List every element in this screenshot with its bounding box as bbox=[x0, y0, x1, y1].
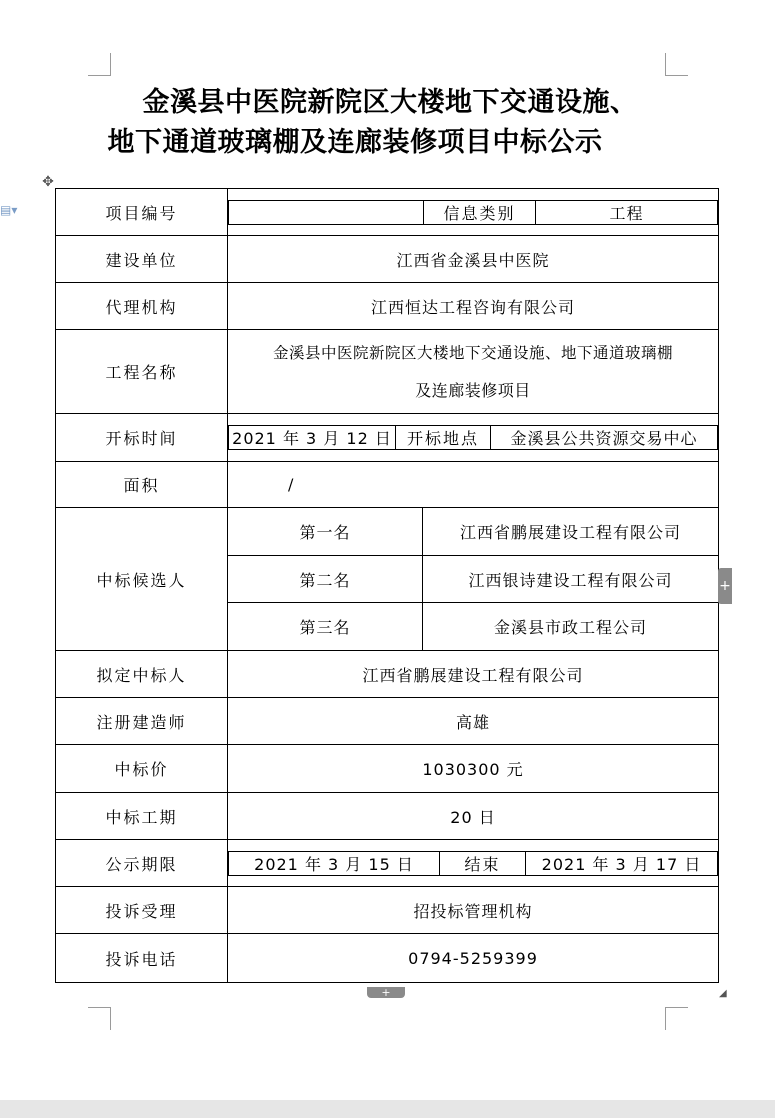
phone-value[interactable]: 0794-5259399 bbox=[228, 934, 719, 983]
complaint-value[interactable]: 招投标管理机构 bbox=[228, 887, 719, 934]
row-engineer bbox=[56, 698, 719, 745]
row-candidate-1 bbox=[56, 508, 719, 556]
builder-label: 建设单位 bbox=[56, 236, 228, 283]
bid-open-place-value[interactable]: 金溪县公共资源交易中心 bbox=[491, 426, 718, 450]
project-no-label: 项目编号 bbox=[56, 189, 228, 236]
period-label: 中标工期 bbox=[56, 793, 228, 840]
project-no-value[interactable] bbox=[229, 200, 424, 224]
candidate-1-rank: 第一名 bbox=[228, 508, 423, 556]
document-title-line-2: 地下通道玻璃棚及连廊装修项目中标公示 bbox=[107, 127, 603, 158]
candidate-3-rank: 第三名 bbox=[228, 603, 423, 651]
builder-value[interactable]: 江西省金溪县中医院 bbox=[228, 236, 719, 283]
candidates-label: 中标候选人 bbox=[56, 508, 228, 651]
area-value[interactable] bbox=[228, 462, 719, 508]
margin-corner-top-right bbox=[665, 53, 688, 76]
phone-label: 投诉电话 bbox=[56, 934, 228, 983]
area-value-text: / bbox=[288, 475, 295, 494]
candidate-2-rank: 第二名 bbox=[228, 556, 423, 603]
add-column-button[interactable] bbox=[718, 568, 732, 604]
price-label: 中标价 bbox=[56, 745, 228, 793]
complaint-label: 投诉受理 bbox=[56, 887, 228, 934]
document-title-line-1: 金溪县中医院新院区大楼地下交通设施、 bbox=[142, 87, 638, 118]
publicity-label: 公示期限 bbox=[56, 840, 228, 887]
document-side-icon[interactable]: ▤▾ bbox=[0, 203, 18, 217]
move-icon[interactable]: ✥ bbox=[42, 174, 54, 190]
agency-value[interactable]: 江西恒达工程咨询有限公司 bbox=[228, 283, 719, 330]
row-bid-open bbox=[56, 414, 719, 462]
project-name-label: 工程名称 bbox=[56, 330, 228, 414]
area-label: 面积 bbox=[56, 462, 228, 508]
row-phone bbox=[56, 934, 719, 983]
price-value[interactable]: 1030300 元 bbox=[228, 745, 719, 793]
agency-label: 代理机构 bbox=[56, 283, 228, 330]
engineer-label: 注册建造师 bbox=[56, 698, 228, 745]
period-value[interactable]: 20 日 bbox=[228, 793, 719, 840]
info-type-label: 信息类别 bbox=[424, 200, 536, 224]
bid-open-time-label: 开标时间 bbox=[56, 414, 228, 462]
bid-notice-table bbox=[55, 188, 719, 983]
row-winner bbox=[56, 651, 719, 698]
bid-open-time-value[interactable]: 2021 年 3 月 12 日 bbox=[229, 426, 396, 450]
bid-open-place-label: 开标地点 bbox=[396, 426, 491, 450]
project-name-value[interactable] bbox=[228, 330, 719, 414]
window-bottom-bar bbox=[0, 1100, 775, 1118]
candidate-3-name[interactable]: 金溪县市政工程公司 bbox=[423, 603, 719, 651]
winner-label: 拟定中标人 bbox=[56, 651, 228, 698]
margin-corner-top-left bbox=[88, 53, 111, 76]
plus-icon: + bbox=[381, 986, 391, 999]
row-price bbox=[56, 745, 719, 793]
row-builder bbox=[56, 236, 719, 283]
publicity-end[interactable]: 2021 年 3 月 17 日 bbox=[526, 851, 718, 875]
publicity-start[interactable]: 2021 年 3 月 15 日 bbox=[229, 851, 440, 875]
row-agency bbox=[56, 283, 719, 330]
row-project-name bbox=[56, 330, 719, 414]
publicity-end-label: 结束 bbox=[440, 851, 526, 875]
row-area bbox=[56, 462, 719, 508]
plus-icon: + bbox=[719, 578, 731, 594]
candidate-1-name[interactable]: 江西省鹏展建设工程有限公司 bbox=[423, 508, 719, 556]
engineer-value[interactable]: 高雄 bbox=[228, 698, 719, 745]
project-name-line-1: 金溪县中医院新院区大楼地下交通设施、地下通道玻璃棚 bbox=[273, 343, 674, 362]
margin-corner-bottom-left bbox=[88, 1007, 111, 1030]
resize-icon[interactable]: ◢ bbox=[719, 988, 727, 999]
info-type-value[interactable]: 工程 bbox=[536, 200, 718, 224]
project-name-line-2: 及连廊装修项目 bbox=[415, 380, 531, 400]
row-complaint bbox=[56, 887, 719, 934]
row-publicity bbox=[56, 840, 719, 887]
winner-value[interactable]: 江西省鹏展建设工程有限公司 bbox=[228, 651, 719, 698]
row-project-no bbox=[56, 189, 719, 236]
candidate-2-name[interactable]: 江西银诗建设工程有限公司 bbox=[423, 556, 719, 603]
margin-corner-bottom-right bbox=[665, 1007, 688, 1030]
row-period bbox=[56, 793, 719, 840]
add-row-button[interactable] bbox=[367, 987, 405, 998]
